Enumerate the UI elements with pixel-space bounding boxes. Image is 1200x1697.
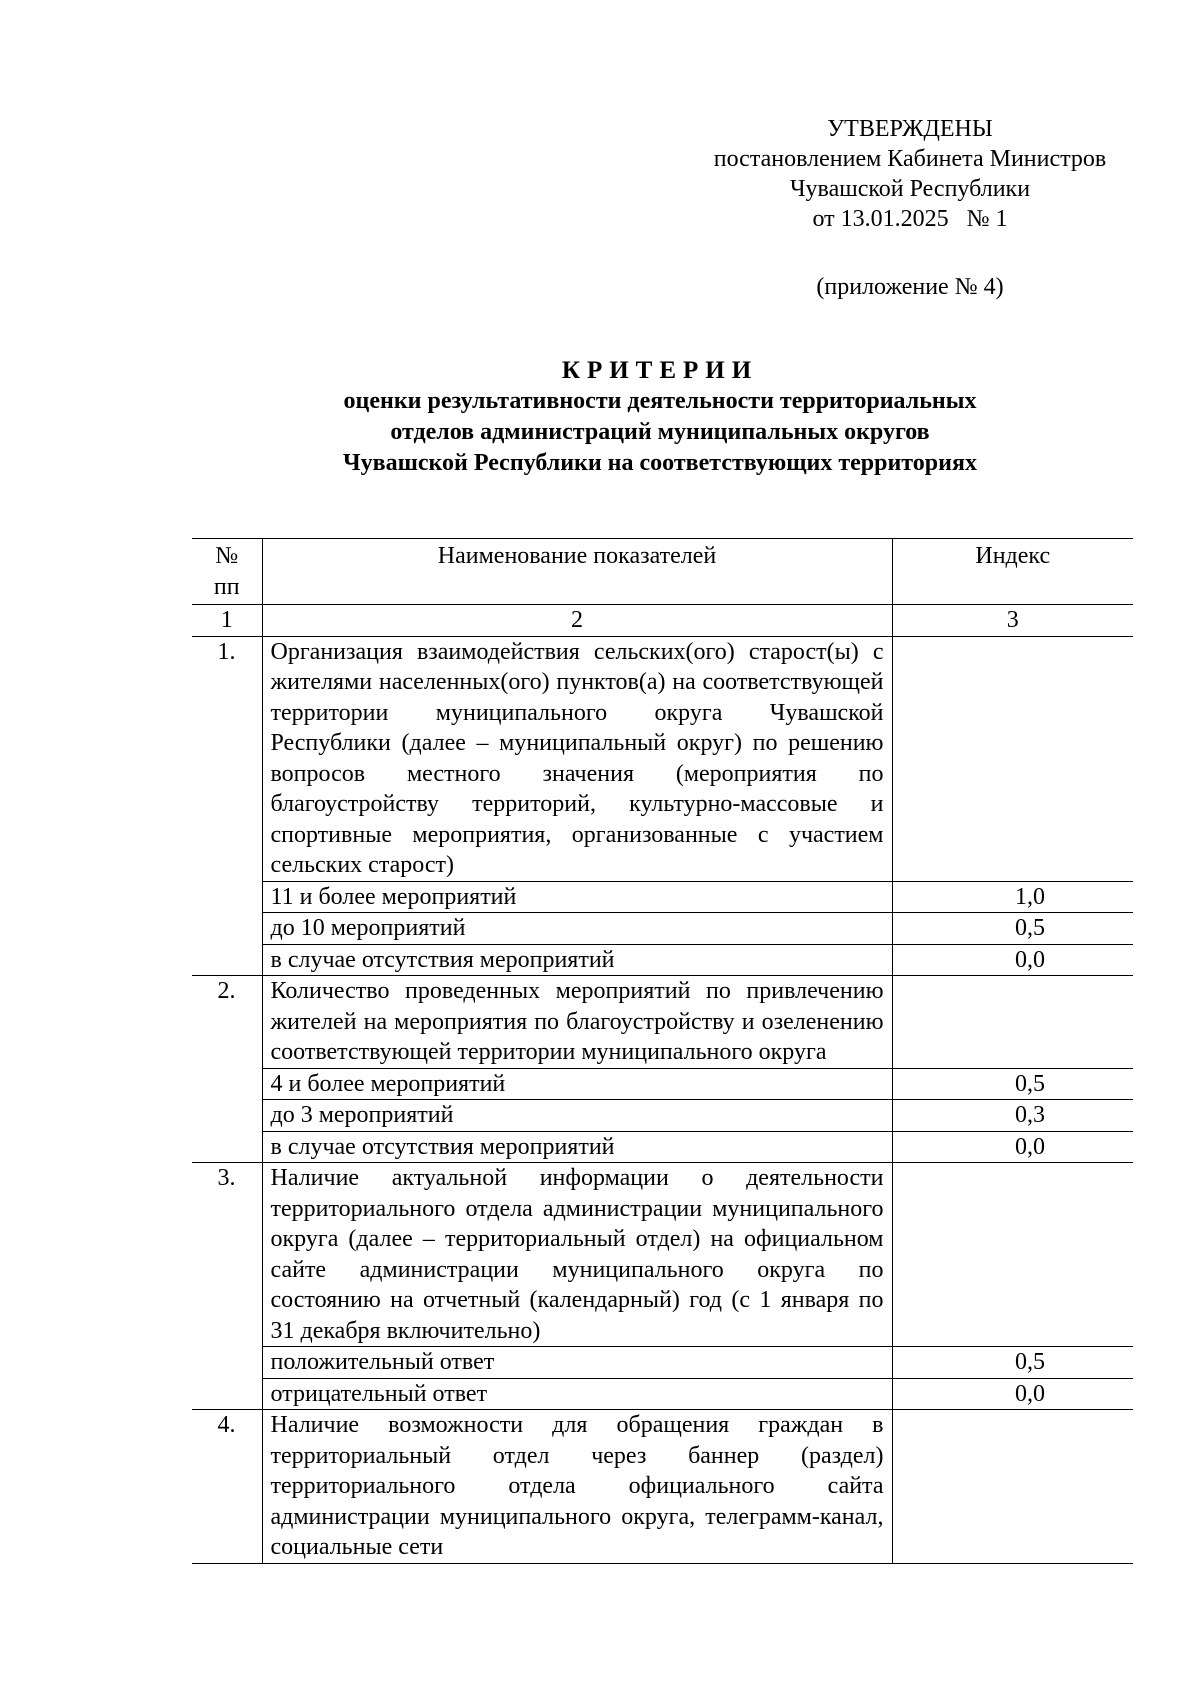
header-num-text: № пп [213, 543, 240, 600]
option-index-value: 0,5 [892, 913, 1133, 945]
title-line-2: отделов администраций муниципальных округов [390, 419, 930, 445]
approval-authority: постановлением Кабинета Министров [713, 146, 1107, 172]
option-label: до 3 мероприятий [262, 1100, 892, 1132]
option-index-value: 0,0 [892, 1131, 1133, 1163]
colnum-3: 3 [892, 605, 1133, 637]
criterion-name: Организация взаимодействия сельских(ого) старост(ы) с жителями населенных(ого) пунктов(а) на соответствующей территории муниципального округа Чувашской Республики (далее – муниципальный округ) по решению вопросов местного значения (мероприятия по благоустройству территорий, культурно-массовые и спортивные мероприятия, организованные с участием сельских старост) [262, 636, 892, 881]
table-row [192, 1410, 1133, 1564]
appendix-label: (приложение № 4) [816, 274, 1004, 300]
title-line-3: Чувашской Республики на соответствующих территориях [343, 450, 977, 476]
option-row [192, 1347, 1133, 1379]
criterion-index [892, 976, 1133, 1069]
colnum-1: 1 [192, 605, 262, 637]
approval-stamp [690, 114, 1130, 302]
option-label: отрицательный ответ [262, 1378, 892, 1410]
title-line-1: оценки результативности деятельности территориальных [343, 388, 977, 414]
approval-date-number: от 13.01.2025 № 1 [812, 206, 1008, 232]
option-label: положительный ответ [262, 1347, 892, 1379]
option-label: в случае отсутствия мероприятий [262, 1131, 892, 1163]
option-row [192, 1131, 1133, 1163]
option-row [192, 944, 1133, 976]
criterion-name: Количество проведенных мероприятий по привлечению жителей на мероприятия по благоустройству и озеленению соответствующей территории муниципального округа [262, 976, 892, 1069]
colnum-2: 2 [262, 605, 892, 637]
header-index: Индекс [892, 539, 1133, 605]
option-label: 4 и более мероприятий [262, 1068, 892, 1100]
approval-republic: Чувашской Республики [789, 176, 1031, 202]
option-label: до 10 мероприятий [262, 913, 892, 945]
option-row [192, 1100, 1133, 1132]
option-index-value: 0,0 [892, 944, 1133, 976]
table-row [192, 1163, 1133, 1347]
criterion-index [892, 1410, 1133, 1564]
column-number-row [192, 605, 1133, 637]
table-row [192, 636, 1133, 881]
criterion-number: 4. [192, 1410, 262, 1564]
criterion-number: 2. [192, 976, 262, 1163]
option-row [192, 1378, 1133, 1410]
table-header-row [192, 539, 1133, 605]
option-index-value: 0,5 [892, 1347, 1133, 1379]
criterion-name: Наличие актуальной информации о деятельности территориального отдела администрации муниципального округа (далее – территориальный отдел) на официальном сайте администрации муниципального округа по состоянию на отчетный (календарный) год (с 1 января по 31 декабря включительно) [262, 1163, 892, 1347]
criteria-table [192, 538, 1133, 1564]
option-row [192, 881, 1133, 913]
header-num [192, 539, 262, 605]
criterion-index [892, 636, 1133, 881]
approval-title: УТВЕРЖДЕНЫ [827, 116, 993, 142]
option-row [192, 1068, 1133, 1100]
option-index-value: 0,3 [892, 1100, 1133, 1132]
option-index-value: 0,0 [892, 1378, 1133, 1410]
option-index-value: 1,0 [892, 881, 1133, 913]
option-row [192, 913, 1133, 945]
document-title [190, 355, 1130, 479]
header-name: Наименование показателей [262, 539, 892, 605]
table-row [192, 976, 1133, 1069]
criterion-number: 3. [192, 1163, 262, 1410]
criterion-name: Наличие возможности для обращения граждан в территориальный отдел через баннер (раздел) территориального отдела официального сайта администрации муниципального округа, телеграмм-канал, социальные сети [262, 1410, 892, 1564]
title-main: КРИТЕРИИ [561, 357, 759, 384]
option-index-value: 0,5 [892, 1068, 1133, 1100]
criterion-number: 1. [192, 636, 262, 976]
option-label: 11 и более мероприятий [262, 881, 892, 913]
criterion-index [892, 1163, 1133, 1347]
option-label: в случае отсутствия мероприятий [262, 944, 892, 976]
